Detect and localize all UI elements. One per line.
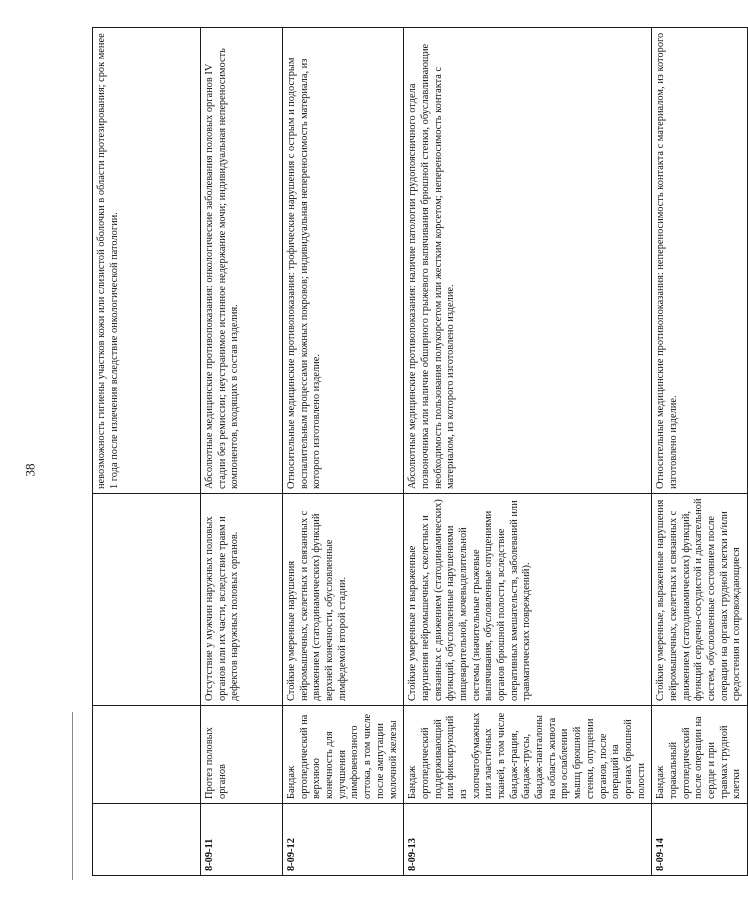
row-name: Бандаж ортопедический на верхнюю конечность для улучшения лимфовенозного оттока, в том числе после ампутации молочной железы	[283, 706, 404, 804]
row-code: 8-09-11	[201, 804, 283, 876]
table-row	[652, 28, 748, 876]
row-indications: Стойкие умеренные и выраженные нарушения нейромышечных, скелетных и связанных с движением (статодинамических) функций, обусловленные нарушениями пищеварительной, мочевыделительной системы (значительные грыжевые выпячивания, обусловленные опущениями органов брюшной полости, вследствие оперативных вмешательств, заболеваний или травматических повреждений).	[404, 494, 652, 706]
row-indications: Стойкие умеренные нарушения нейромышечных, скелетных и связанных с движением (статодинамических) функций верхней конечности, обусловленные лимфедемой второй стадии.	[283, 494, 404, 706]
table-row	[201, 28, 283, 876]
row-contraindications: Относительные медицинские противопоказания: трофические нарушения с острым и подострым воспалительным процессами кожных покровов; индивидуальная непереносимость материала, из которого изготовлено изделие.	[283, 28, 404, 494]
row-indications	[93, 494, 201, 706]
row-indications: Стойкие умеренные, выраженные нарушения нейромышечных, скелетных и связанных с движением (статодинамических) функций, функций сердечно-сосудистой и дыхательной систем, обусловленные состоянием после операции на органах грудной клетки и/или средостения и сопровождающиеся	[652, 494, 748, 706]
table-row	[283, 28, 404, 876]
row-name	[93, 706, 201, 804]
row-code: 8-09-14	[652, 804, 748, 876]
row-code: 8-09-12	[283, 804, 404, 876]
row-contraindications: Абсолютные медицинские противопоказания: онкологические заболевания половых органов IV стадии без ремиссии; неустранимое истинное недержание мочи; индивидуальная непереносимость компонентов, входящих в состав изделия.	[201, 28, 283, 494]
page-number: 38	[22, 463, 38, 477]
row-name: Бандаж ортопедический поддерживающий или фиксирующий из хлопчатобумажных или эластичных тканей, в том числе бандаж-грация, бандаж-трусы, бандаж-панталоны на область живота при ослаблении мышц брюшной стенки, опущении органов, после операций на органах брюшной полости	[404, 706, 652, 804]
table-row	[93, 28, 201, 876]
row-contraindications: Относительные медицинские противопоказания: непереносимость контакта с материалом, из которого изготовлено изделие.	[652, 28, 748, 494]
medical-devices-table	[92, 27, 748, 876]
rotated-table-container	[92, 28, 743, 876]
scan-margin-line	[72, 712, 73, 880]
row-contraindications: Абсолютные медицинские противопоказания: наличие патологии грудопоясничного отдела позвоночника или наличие обширного грыжевого выпячивания брюшной стенки, обуславливающие необходимость пользования полукорсетом или жестким корсетом; непереносимость контакта с материалом, из которого изготовлено изделие.	[404, 28, 652, 494]
row-contraindications: невозможность гигиены участков кожи или слизистой оболочки в области протезирования; срок менее 1 года после излечения вследствие онкологической патологии.	[93, 28, 201, 494]
row-code	[93, 804, 201, 876]
row-code: 8-09-13	[404, 804, 652, 876]
row-name: Бандаж торакальный ортопедический после операции на сердце и при травмах грудной клетки	[652, 706, 748, 804]
row-name: Протез половых органов	[201, 706, 283, 804]
table-row	[404, 28, 652, 876]
row-indications: Отсутствие у мужчин наружных половых органов или их части, вследствие травм и дефектов наружных половых органов.	[201, 494, 283, 706]
